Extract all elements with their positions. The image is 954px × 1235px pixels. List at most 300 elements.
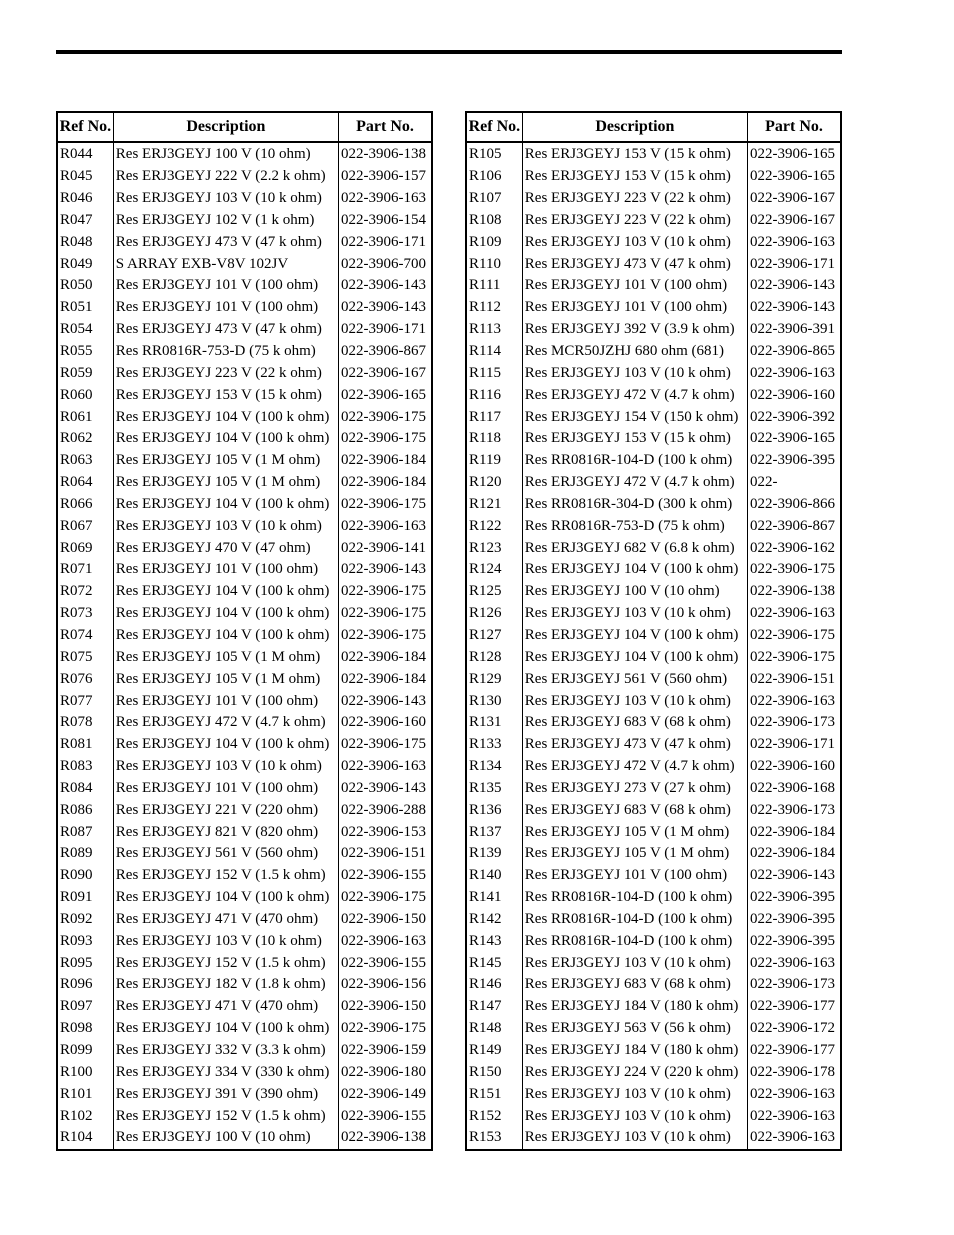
description-cell: Res ERJ3GEYJ 105 V (1 M ohm) (113, 450, 338, 472)
ref-no-cell: R051 (57, 297, 113, 319)
part-no-cell: 022-3906-154 (338, 210, 432, 232)
description-cell: Res ERJ3GEYJ 103 V (10 k ohm) (522, 952, 747, 974)
ref-no-cell: R112 (466, 297, 522, 319)
part-no-cell: 022-3906-163 (747, 690, 841, 712)
ref-no-cell: R044 (57, 142, 113, 166)
description-cell: Res ERJ3GEYJ 153 V (15 k ohm) (522, 142, 747, 166)
description-cell: Res ERJ3GEYJ 223 V (22 k ohm) (522, 188, 747, 210)
description-cell: Res ERJ3GEYJ 471 V (470 ohm) (113, 996, 338, 1018)
table-row (57, 821, 432, 843)
part-no-cell: 022-3906-395 (747, 930, 841, 952)
description-cell: Res ERJ3GEYJ 473 V (47 k ohm) (113, 231, 338, 253)
table-row (57, 406, 432, 428)
parts-table-left-body (57, 142, 432, 1150)
description-cell: Res ERJ3GEYJ 273 V (27 k ohm) (522, 777, 747, 799)
part-no-cell: 022-3906-173 (747, 974, 841, 996)
ref-no-cell: R106 (466, 166, 522, 188)
table-row (57, 341, 432, 363)
part-no-cell: 022-3906-155 (338, 1105, 432, 1127)
part-no-cell: 022-3906-171 (338, 319, 432, 341)
table-row (57, 275, 432, 297)
table-row (466, 930, 841, 952)
part-no-cell: 022-3906-163 (747, 603, 841, 625)
table-row (57, 887, 432, 909)
description-cell: Res ERJ3GEYJ 153 V (15 k ohm) (522, 428, 747, 450)
ref-no-cell: R149 (466, 1040, 522, 1062)
ref-no-cell: R137 (466, 821, 522, 843)
description-cell: Res ERJ3GEYJ 100 V (10 ohm) (113, 142, 338, 166)
table-row (57, 712, 432, 734)
description-cell: Res ERJ3GEYJ 154 V (150 k ohm) (522, 406, 747, 428)
table-row (57, 668, 432, 690)
ref-no-cell: R142 (466, 909, 522, 931)
table-row (57, 690, 432, 712)
part-no-cell: 022-3906-288 (338, 799, 432, 821)
part-no-cell: 022-3906-143 (338, 690, 432, 712)
description-cell: Res ERJ3GEYJ 563 V (56 k ohm) (522, 1018, 747, 1040)
part-no-cell: 022-3906-155 (338, 865, 432, 887)
ref-no-cell: R054 (57, 319, 113, 341)
ref-no-cell: R107 (466, 188, 522, 210)
ref-no-cell: R119 (466, 450, 522, 472)
ref-no-header: Ref No. (57, 112, 113, 142)
ref-no-cell: R101 (57, 1083, 113, 1105)
ref-no-cell: R150 (466, 1061, 522, 1083)
part-no-cell: 022-3906-143 (338, 297, 432, 319)
ref-no-cell: R147 (466, 996, 522, 1018)
table-row (57, 384, 432, 406)
ref-no-cell: R126 (466, 603, 522, 625)
ref-no-cell: R077 (57, 690, 113, 712)
part-no-cell: 022-3906-143 (747, 865, 841, 887)
part-no-cell: 022-3906-867 (747, 515, 841, 537)
table-row (57, 188, 432, 210)
part-no-cell: 022-3906-175 (338, 406, 432, 428)
table-row (57, 646, 432, 668)
table-row (466, 253, 841, 275)
ref-no-cell: R062 (57, 428, 113, 450)
table-row (466, 974, 841, 996)
description-cell: Res ERJ3GEYJ 103 V (10 k ohm) (113, 756, 338, 778)
table-row (466, 428, 841, 450)
part-no-cell: 022-3906-184 (747, 821, 841, 843)
ref-no-cell: R127 (466, 625, 522, 647)
part-no-cell: 022-3906-157 (338, 166, 432, 188)
description-cell: Res ERJ3GEYJ 472 V (4.7 k ohm) (522, 756, 747, 778)
ref-no-cell: R108 (466, 210, 522, 232)
table-row (466, 865, 841, 887)
part-no-cell: 022-3906-151 (747, 668, 841, 690)
description-cell: Res ERJ3GEYJ 471 V (470 ohm) (113, 909, 338, 931)
ref-no-cell: R095 (57, 952, 113, 974)
table-row (466, 341, 841, 363)
description-cell: Res ERJ3GEYJ 103 V (10 k ohm) (522, 1083, 747, 1105)
part-no-cell: 022-3906-163 (747, 952, 841, 974)
description-cell: Res ERJ3GEYJ 103 V (10 k ohm) (522, 362, 747, 384)
ref-no-cell: R084 (57, 777, 113, 799)
description-cell: Res ERJ3GEYJ 184 V (180 k ohm) (522, 996, 747, 1018)
description-cell: Res RR0816R-104-D (100 k ohm) (522, 930, 747, 952)
table-row (466, 646, 841, 668)
part-no-cell: 022-3906-160 (747, 384, 841, 406)
ref-no-cell: R045 (57, 166, 113, 188)
table-row (466, 231, 841, 253)
part-no-cell: 022-3906-175 (338, 734, 432, 756)
table-row (57, 231, 432, 253)
part-no-cell: 022-3906-163 (338, 756, 432, 778)
description-cell: Res ERJ3GEYJ 103 V (10 k ohm) (522, 1127, 747, 1150)
ref-no-cell: R114 (466, 341, 522, 363)
part-no-cell: 022-3906-391 (747, 319, 841, 341)
description-cell: Res ERJ3GEYJ 101 V (100 ohm) (522, 297, 747, 319)
ref-no-cell: R131 (466, 712, 522, 734)
ref-no-cell: R117 (466, 406, 522, 428)
part-no-cell: 022-3906-163 (747, 1105, 841, 1127)
ref-no-cell: R096 (57, 974, 113, 996)
ref-no-cell: R066 (57, 494, 113, 516)
part-no-cell: 022-3906-167 (747, 188, 841, 210)
table-row (466, 756, 841, 778)
description-cell: Res ERJ3GEYJ 101 V (100 ohm) (113, 777, 338, 799)
description-cell: S ARRAY EXB-V8V 102JV (113, 253, 338, 275)
ref-no-header: Ref No. (466, 112, 522, 142)
description-cell: Res ERJ3GEYJ 152 V (1.5 k ohm) (113, 1105, 338, 1127)
description-cell: Res RR0816R-104-D (100 k ohm) (522, 450, 747, 472)
description-cell: Res ERJ3GEYJ 100 V (10 ohm) (113, 1127, 338, 1150)
part-no-cell: 022-3906-173 (747, 712, 841, 734)
description-cell: Res ERJ3GEYJ 101 V (100 ohm) (113, 297, 338, 319)
part-no-cell: 022-3906-167 (338, 362, 432, 384)
part-no-cell: 022-3906-184 (338, 472, 432, 494)
description-cell: Res ERJ3GEYJ 104 V (100 k ohm) (522, 559, 747, 581)
part-no-cell: 022-3906-184 (338, 668, 432, 690)
description-cell: Res ERJ3GEYJ 105 V (1 M ohm) (113, 472, 338, 494)
table-row (57, 734, 432, 756)
description-cell: Res RR0816R-304-D (300 k ohm) (522, 494, 747, 516)
ref-no-cell: R111 (466, 275, 522, 297)
table-row (466, 515, 841, 537)
ref-no-cell: R148 (466, 1018, 522, 1040)
description-cell: Res ERJ3GEYJ 104 V (100 k ohm) (113, 887, 338, 909)
table-row (57, 952, 432, 974)
ref-no-cell: R110 (466, 253, 522, 275)
part-no-cell: 022-3906-184 (338, 450, 432, 472)
part-no-cell: 022-3906-156 (338, 974, 432, 996)
description-cell: Res ERJ3GEYJ 683 V (68 k ohm) (522, 974, 747, 996)
table-row (466, 909, 841, 931)
part-no-cell: 022-3906-141 (338, 537, 432, 559)
ref-no-cell: R120 (466, 472, 522, 494)
table-row (57, 1127, 432, 1150)
part-no-cell: 022-3906-180 (338, 1061, 432, 1083)
part-no-cell: 022-3906-143 (747, 297, 841, 319)
part-no-cell: 022-3906-163 (338, 188, 432, 210)
description-cell: Res ERJ3GEYJ 103 V (10 k ohm) (522, 1105, 747, 1127)
description-cell: Res ERJ3GEYJ 332 V (3.3 k ohm) (113, 1040, 338, 1062)
description-cell: Res ERJ3GEYJ 184 V (180 k ohm) (522, 1040, 747, 1062)
part-no-cell: 022-3906-177 (747, 1040, 841, 1062)
top-rule (56, 50, 842, 54)
table-row (57, 1061, 432, 1083)
part-no-cell: 022-3906-175 (747, 559, 841, 581)
part-no-cell: 022-3906-163 (747, 362, 841, 384)
ref-no-cell: R152 (466, 1105, 522, 1127)
ref-no-cell: R049 (57, 253, 113, 275)
part-no-cell: 022-3906-171 (747, 734, 841, 756)
ref-no-cell: R100 (57, 1061, 113, 1083)
ref-no-cell: R067 (57, 515, 113, 537)
description-cell: Res ERJ3GEYJ 104 V (100 k ohm) (522, 625, 747, 647)
table-row (466, 734, 841, 756)
ref-no-cell: R074 (57, 625, 113, 647)
description-cell: Res ERJ3GEYJ 105 V (1 M ohm) (113, 646, 338, 668)
ref-no-cell: R125 (466, 581, 522, 603)
table-row (57, 253, 432, 275)
ref-no-cell: R153 (466, 1127, 522, 1150)
table-row (57, 428, 432, 450)
table-row (57, 756, 432, 778)
part-no-cell: 022-3906-175 (338, 625, 432, 647)
ref-no-cell: R134 (466, 756, 522, 778)
description-cell: Res ERJ3GEYJ 683 V (68 k ohm) (522, 712, 747, 734)
part-no-cell: 022-3906-395 (747, 450, 841, 472)
ref-no-cell: R122 (466, 515, 522, 537)
ref-no-cell: R090 (57, 865, 113, 887)
table-row (466, 559, 841, 581)
ref-no-cell: R046 (57, 188, 113, 210)
description-cell: Res ERJ3GEYJ 105 V (1 M ohm) (522, 821, 747, 843)
table-row (57, 1083, 432, 1105)
table-row (466, 166, 841, 188)
part-no-cell: 022-3906-171 (338, 231, 432, 253)
ref-no-cell: R104 (57, 1127, 113, 1150)
description-cell: Res ERJ3GEYJ 561 V (560 ohm) (522, 668, 747, 690)
part-no-cell: 022-3906-143 (338, 777, 432, 799)
table-row (466, 450, 841, 472)
table-row (466, 1127, 841, 1150)
description-cell: Res ERJ3GEYJ 473 V (47 k ohm) (522, 253, 747, 275)
description-cell: Res ERJ3GEYJ 103 V (10 k ohm) (522, 690, 747, 712)
part-no-cell: 022-3906-163 (747, 1083, 841, 1105)
table-row (57, 210, 432, 232)
table-row (466, 799, 841, 821)
description-cell: Res ERJ3GEYJ 104 V (100 k ohm) (113, 1018, 338, 1040)
table-row (57, 1105, 432, 1127)
description-cell: Res ERJ3GEYJ 104 V (100 k ohm) (113, 581, 338, 603)
description-cell: Res ERJ3GEYJ 100 V (10 ohm) (522, 581, 747, 603)
ref-no-cell: R083 (57, 756, 113, 778)
description-cell: Res ERJ3GEYJ 391 V (390 ohm) (113, 1083, 338, 1105)
table-row (466, 777, 841, 799)
part-no-cell: 022-3906-163 (338, 515, 432, 537)
ref-no-cell: R123 (466, 537, 522, 559)
part-no-cell: 022-3906-143 (338, 275, 432, 297)
description-cell: Res ERJ3GEYJ 104 V (100 k ohm) (113, 625, 338, 647)
ref-no-cell: R098 (57, 1018, 113, 1040)
description-header: Description (522, 112, 747, 142)
part-no-cell: 022-3906-163 (338, 930, 432, 952)
description-cell: Res RR0816R-104-D (100 k ohm) (522, 909, 747, 931)
part-no-cell: 022-3906-160 (338, 712, 432, 734)
table-row (57, 494, 432, 516)
description-cell: Res ERJ3GEYJ 153 V (15 k ohm) (113, 384, 338, 406)
description-cell: Res ERJ3GEYJ 103 V (10 k ohm) (113, 188, 338, 210)
table-row (57, 472, 432, 494)
description-cell: Res ERJ3GEYJ 152 V (1.5 k ohm) (113, 952, 338, 974)
ref-no-cell: R050 (57, 275, 113, 297)
ref-no-cell: R061 (57, 406, 113, 428)
part-no-cell: 022-3906-159 (338, 1040, 432, 1062)
table-row (57, 450, 432, 472)
ref-no-cell: R099 (57, 1040, 113, 1062)
part-no-cell: 022-3906-153 (338, 821, 432, 843)
ref-no-cell: R064 (57, 472, 113, 494)
ref-no-cell: R059 (57, 362, 113, 384)
table-row (466, 625, 841, 647)
description-cell: Res ERJ3GEYJ 223 V (22 k ohm) (522, 210, 747, 232)
part-no-cell: 022-3906-865 (747, 341, 841, 363)
ref-no-cell: R113 (466, 319, 522, 341)
description-header: Description (113, 112, 338, 142)
table-row (57, 865, 432, 887)
part-no-cell: 022-3906-143 (747, 275, 841, 297)
table-row (57, 909, 432, 931)
ref-no-cell: R118 (466, 428, 522, 450)
table-row (466, 1105, 841, 1127)
ref-no-cell: R078 (57, 712, 113, 734)
ref-no-cell: R060 (57, 384, 113, 406)
ref-no-cell: R129 (466, 668, 522, 690)
description-cell: Res ERJ3GEYJ 683 V (68 k ohm) (522, 799, 747, 821)
description-cell: Res ERJ3GEYJ 105 V (1 M ohm) (522, 843, 747, 865)
table-row (466, 188, 841, 210)
ref-no-cell: R071 (57, 559, 113, 581)
ref-no-cell: R105 (466, 142, 522, 166)
ref-no-cell: R073 (57, 603, 113, 625)
description-cell: Res ERJ3GEYJ 222 V (2.2 k ohm) (113, 166, 338, 188)
description-cell: Res ERJ3GEYJ 392 V (3.9 k ohm) (522, 319, 747, 341)
ref-no-cell: R130 (466, 690, 522, 712)
table-row (466, 1040, 841, 1062)
ref-no-cell: R076 (57, 668, 113, 690)
table-row (57, 603, 432, 625)
table-row (57, 559, 432, 581)
ref-no-cell: R124 (466, 559, 522, 581)
description-cell: Res ERJ3GEYJ 103 V (10 k ohm) (522, 231, 747, 253)
ref-no-cell: R135 (466, 777, 522, 799)
part-no-cell: 022-3906-160 (747, 756, 841, 778)
ref-no-cell: R087 (57, 821, 113, 843)
table-row (466, 887, 841, 909)
table-row (57, 625, 432, 647)
part-no-cell: 022-3906-175 (338, 887, 432, 909)
parts-table-left (56, 111, 433, 1151)
ref-no-cell: R141 (466, 887, 522, 909)
table-row (57, 319, 432, 341)
table-header-row (466, 112, 841, 142)
part-no-cell: 022-3906-175 (747, 646, 841, 668)
ref-no-cell: R133 (466, 734, 522, 756)
table-row (57, 996, 432, 1018)
table-row (466, 843, 841, 865)
ref-no-cell: R075 (57, 646, 113, 668)
ref-no-cell: R055 (57, 341, 113, 363)
part-no-cell: 022-3906-866 (747, 494, 841, 516)
description-cell: Res ERJ3GEYJ 101 V (100 ohm) (522, 275, 747, 297)
description-cell: Res ERJ3GEYJ 473 V (47 k ohm) (113, 319, 338, 341)
table-row (466, 472, 841, 494)
part-no-cell: 022-3906-175 (338, 603, 432, 625)
ref-no-cell: R089 (57, 843, 113, 865)
part-no-cell: 022-3906-184 (338, 646, 432, 668)
part-no-cell: 022-3906-173 (747, 799, 841, 821)
part-no-cell: 022-3906-155 (338, 952, 432, 974)
ref-no-cell: R109 (466, 231, 522, 253)
ref-no-cell: R086 (57, 799, 113, 821)
part-no-cell: 022-3906-171 (747, 253, 841, 275)
table-header-row (57, 112, 432, 142)
description-cell: Res MCR50JZHJ 680 ohm (681) (522, 341, 747, 363)
ref-no-cell: R063 (57, 450, 113, 472)
description-cell: Res ERJ3GEYJ 101 V (100 ohm) (522, 865, 747, 887)
ref-no-cell: R048 (57, 231, 113, 253)
ref-no-cell: R121 (466, 494, 522, 516)
ref-no-cell: R146 (466, 974, 522, 996)
ref-no-cell: R097 (57, 996, 113, 1018)
table-row (466, 362, 841, 384)
table-row (466, 1018, 841, 1040)
ref-no-cell: R072 (57, 581, 113, 603)
part-no-cell: 022-3906-177 (747, 996, 841, 1018)
ref-no-cell: R081 (57, 734, 113, 756)
description-cell: Res RR0816R-753-D (75 k ohm) (113, 341, 338, 363)
description-cell: Res ERJ3GEYJ 104 V (100 k ohm) (113, 603, 338, 625)
ref-no-cell: R145 (466, 952, 522, 974)
table-row (466, 821, 841, 843)
description-cell: Res ERJ3GEYJ 153 V (15 k ohm) (522, 166, 747, 188)
parts-table-right (465, 111, 842, 1151)
table-row (57, 362, 432, 384)
table-row (466, 1083, 841, 1105)
parts-table-right-body (466, 142, 841, 1150)
part-no-cell: 022-3906-167 (747, 210, 841, 232)
table-row (57, 537, 432, 559)
table-row (57, 142, 432, 166)
description-cell: Res ERJ3GEYJ 472 V (4.7 k ohm) (522, 384, 747, 406)
table-row (466, 275, 841, 297)
description-cell: Res ERJ3GEYJ 182 V (1.8 k ohm) (113, 974, 338, 996)
ref-no-cell: R115 (466, 362, 522, 384)
part-no-header: Part No. (747, 112, 841, 142)
table-row (466, 142, 841, 166)
ref-no-cell: R140 (466, 865, 522, 887)
part-no-cell: 022-3906-392 (747, 406, 841, 428)
ref-no-cell: R102 (57, 1105, 113, 1127)
description-cell: Res ERJ3GEYJ 821 V (820 ohm) (113, 821, 338, 843)
ref-no-cell: R151 (466, 1083, 522, 1105)
description-cell: Res ERJ3GEYJ 334 V (330 k ohm) (113, 1061, 338, 1083)
table-row (57, 581, 432, 603)
ref-no-cell: R047 (57, 210, 113, 232)
part-no-cell: 022-3906-395 (747, 887, 841, 909)
ref-no-cell: R091 (57, 887, 113, 909)
ref-no-cell: R093 (57, 930, 113, 952)
part-no-cell: 022-3906-138 (747, 581, 841, 603)
ref-no-cell: R143 (466, 930, 522, 952)
part-no-cell: 022-3906-143 (338, 559, 432, 581)
table-row (466, 297, 841, 319)
description-cell: Res ERJ3GEYJ 103 V (10 k ohm) (113, 930, 338, 952)
